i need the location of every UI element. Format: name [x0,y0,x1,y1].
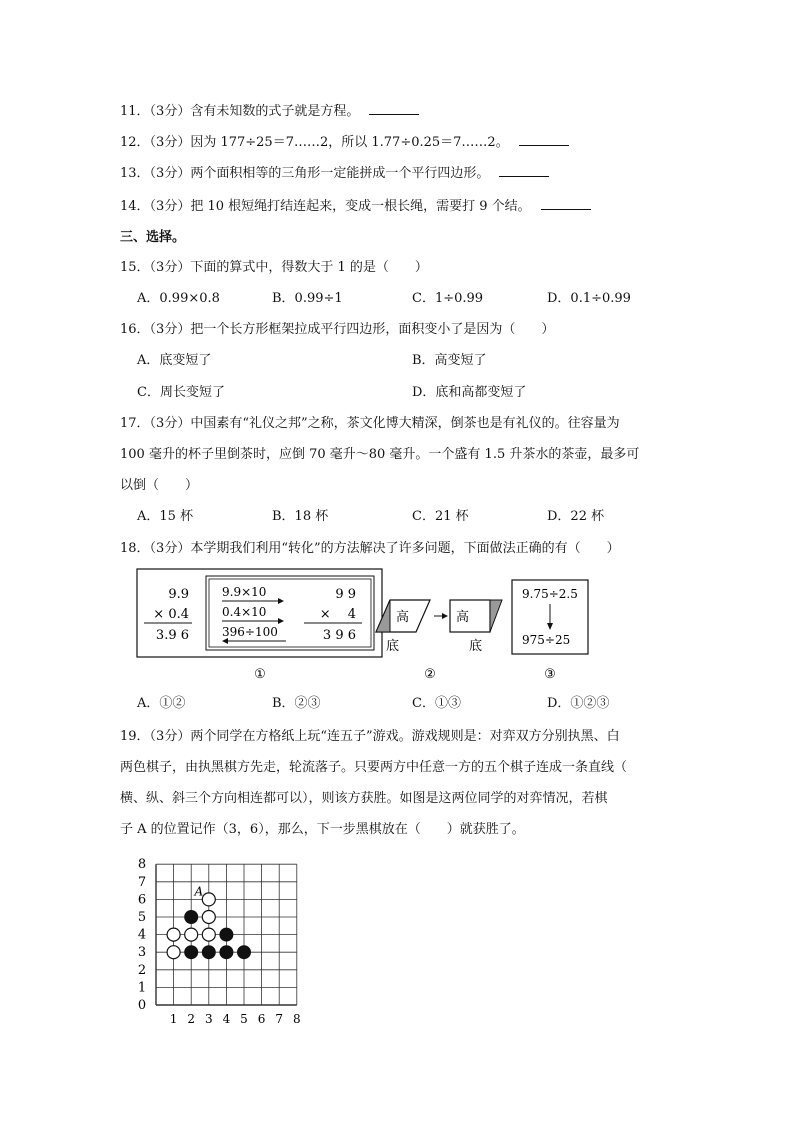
question-14-text: 14．（3分）把 10 根短绳打结连起来，变成一根长绳，需要打 9 个结。 [120,199,531,214]
question-11-text: 11．（3分）含有未知数的式子就是方程。 [120,104,360,119]
question-19-line1: 19．（3分）两个同学在方格纸上玩“连五子”游戏。游戏规则是：对弈双方分别执黑、白 [120,729,620,744]
figure-text: 3 9 6 [322,628,356,643]
question-19-line2: 两色棋子，由执黑棋方先走，轮流落子。只要两方中任意一方的五个棋子连成一条直线（ [120,760,628,775]
figure-label: ① [254,667,266,682]
question-13 [120,164,549,184]
figure-text: 9.75÷2.5 [522,587,578,601]
question-12 [120,133,569,153]
figure-label: ③ [544,667,556,682]
y-tick-label: 0 [137,998,147,1013]
black-stone [185,946,198,959]
figure-text: 396÷100 [222,625,278,639]
question-14 [120,197,591,217]
x-tick-label: 6 [257,1012,266,1026]
y-tick-label: 2 [137,962,147,978]
question-12-text: 12．（3分）因为 177÷25＝7……2，所以 1.77÷0.25＝7……2。 [120,135,509,150]
figure-text: 9 9 [335,587,356,602]
q17-option-b[interactable]: B．18 杯 [272,509,329,524]
q15-option-a[interactable]: A．0.99×0.8 [137,291,220,306]
q16-option-b[interactable]: B．高变短了 [412,353,487,368]
answer-blank[interactable] [369,102,419,115]
q18-option-d[interactable]: D．①②③ [547,696,610,711]
question-17-line1: 17．（3分）中国素有“礼仪之邦”之称，茶文化博大精深，倒茶也是有礼仪的。往容量为 [120,416,620,431]
conversion-figure [134,566,594,686]
figure-label: ② [424,667,436,682]
q16-option-d[interactable]: D．底和高都变短了 [412,385,527,400]
question-19-line4: 子 A 的位置记作（3，6），那么，下一步黑棋放在（ ）就获胜了。 [120,822,525,837]
white-stone [185,928,198,941]
y-tick-label: 4 [137,927,147,943]
figure-text: 975÷25 [522,633,571,647]
q18-option-a[interactable]: A．①② [137,696,186,711]
section-title: 三、选择。 [120,230,186,245]
game-grid [130,850,320,1030]
black-stone [220,946,233,959]
black-stone [220,928,233,941]
q15-option-d[interactable]: D．0.1÷0.99 [547,291,631,306]
white-stone [202,911,215,924]
white-stone [167,928,180,941]
x-tick-label: 1 [169,1012,178,1026]
figure-text: 底 [469,639,483,654]
q17-option-d[interactable]: D．22 杯 [547,509,605,524]
x-tick-label: 7 [275,1012,284,1026]
y-tick-label: 3 [137,945,147,961]
question-19-line3: 横、纵、斜三个方向相连都可以），则该方获胜。如图是这两位同学的对弈情况，若棋 [120,791,608,806]
question-11 [120,102,419,122]
figure-text: 高 [396,610,410,625]
question-13-text: 13．（3分）两个面积相等的三角形一定能拼成一个平行四边形。 [120,166,490,181]
answer-blank[interactable] [541,197,591,210]
y-tick-label: 8 [137,857,147,873]
y-tick-label: 5 [137,910,147,925]
y-tick-label: 6 [137,892,147,908]
figure-text: 底 [386,639,400,654]
black-stone [238,946,251,959]
figure-text: 高 [456,610,470,625]
q17-option-c[interactable]: C．21 杯 [412,509,469,524]
q16-option-c[interactable]: C．周长变短了 [137,385,225,400]
black-stone [202,946,215,959]
x-tick-label: 8 [292,1012,301,1026]
question-15: 15．（3分）下面的算式中，得数大于 1 的是（ ） [120,260,428,275]
question-17-line2: 100 毫升的杯子里倒茶时，应倒 70 毫升～80 毫升。一个盛有 1.5 升茶水的茶壶，最多可 [120,447,640,462]
figure-text: × 0.4 [153,607,189,622]
x-tick-label: 4 [222,1012,231,1026]
q17-option-a[interactable]: A．15 杯 [137,509,194,524]
point-a-label: A [194,884,204,899]
y-tick-label: 1 [137,980,147,996]
q16-option-a[interactable]: A．底变短了 [137,353,212,368]
question-16: 16．（3分）把一个长方形框架拉成平行四边形，面积变小了是因为（ ） [120,322,555,337]
figure-text: × 4 [319,607,356,622]
white-stone [167,946,180,959]
x-tick-label: 3 [204,1012,213,1026]
black-stone [185,911,198,924]
figure-text: 0.4×10 [222,605,267,619]
x-tick-label: 2 [187,1012,196,1026]
answer-blank[interactable] [499,164,549,177]
x-tick-label: 5 [240,1012,248,1026]
question-17-line3: 以倒（ ） [120,478,199,493]
figure-text: 9.9 [168,587,189,602]
q18-option-b[interactable]: B．②③ [272,696,321,711]
white-stone [202,893,215,906]
white-stone [202,928,215,941]
figure-text: 9.9×10 [222,585,267,599]
figure-text: 3.9 6 [155,628,189,643]
question-18: 18．（3分）本学期我们利用“转化”的方法解决了许多问题，下面做法正确的有（ ） [120,541,620,556]
q15-option-c[interactable]: C．1÷0.99 [412,291,484,306]
y-tick-label: 7 [137,874,147,890]
answer-blank[interactable] [519,133,569,146]
q15-option-b[interactable]: B．0.99÷1 [272,291,343,306]
q18-option-c[interactable]: C．①③ [412,696,461,711]
